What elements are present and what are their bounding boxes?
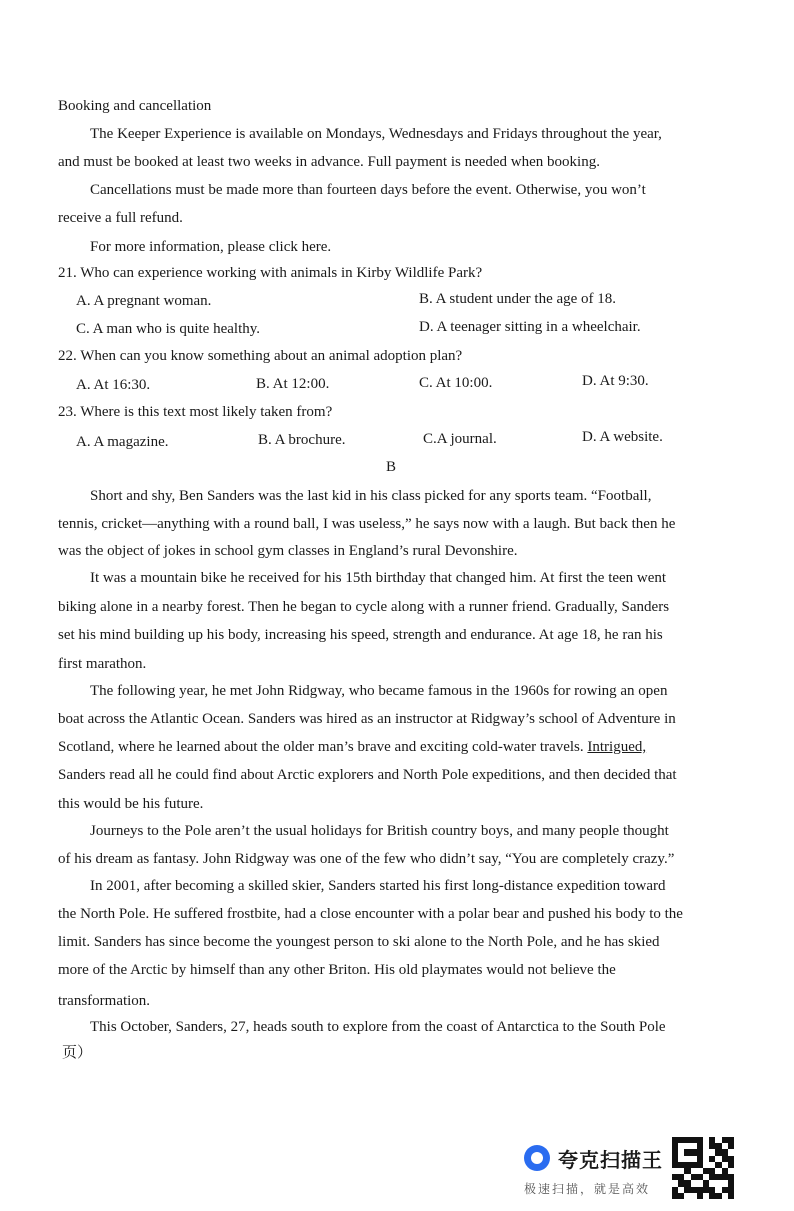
text-line-content: of his dream as fantasy. John Ridgway was one of the few who didn’t say, “You are completely crazy.” (58, 851, 675, 867)
text-line (58, 849, 674, 869)
text-line (90, 1017, 666, 1037)
text-line (90, 124, 662, 144)
brand-slogan: 极速扫描，就是高效 (524, 1182, 651, 1196)
text-line-content: Cancellations must be made more than fourteen days before the event. Otherwise, you won’t (90, 182, 646, 198)
text-line-content: Scotland, where he learned about the older man’s brave and exciting cold-water travels. (58, 739, 584, 755)
text-line (58, 597, 669, 617)
scanner-watermark (524, 1143, 663, 1173)
text-line (58, 904, 683, 924)
text-line (258, 430, 346, 450)
text-line-content: D. At 9:30. (582, 373, 649, 389)
text-line (90, 486, 651, 506)
text-line-content: This October, Sanders, 27, heads south to explore from the coast of Antarctica to the South Pole (90, 1019, 666, 1035)
text-line-content: For more information, please click here. (90, 239, 332, 255)
text-line (58, 991, 150, 1011)
text-line-content: transformation. (58, 993, 151, 1009)
quark-logo-icon (524, 1145, 550, 1171)
text-line (419, 373, 492, 393)
text-line (58, 402, 332, 422)
text-line-content: 21. Who can experience working with animals in Kirby Wildlife Park? (58, 265, 483, 281)
text-line-content: receive a full refund. (58, 210, 183, 226)
text-line-content: C.A journal. (423, 431, 497, 447)
text-line-content: boat across the Atlantic Ocean. Sanders was hired as an instructor at Ridgway’s school of Adventure in (58, 711, 676, 727)
text-line (58, 654, 146, 674)
text-line-content: B (386, 459, 397, 475)
text-line (58, 709, 676, 729)
text-line-content: B. A student under the age of 18. (419, 291, 617, 307)
text-line-content: A. A pregnant woman. (76, 293, 212, 309)
text-line (419, 289, 616, 309)
text-line-content: D. A teenager sitting in a wheelchair. (419, 319, 641, 335)
brand-name: 夸克扫描王 (558, 1147, 663, 1172)
text-line (90, 180, 646, 200)
text-line (76, 291, 211, 311)
text-line (90, 568, 666, 588)
text-line-content: The following year, he met John Ridgway, who became famous in the 1960s for rowing an open (90, 683, 668, 699)
text-line (76, 432, 168, 452)
text-line (90, 821, 669, 841)
text-line (423, 429, 497, 449)
text-line (76, 319, 260, 339)
text-line-content: limit. Sanders has since become the youngest person to ski alone to the North Pole, and he has skied (58, 934, 660, 950)
text-line-content: 22. When can you know something about an animal adoption plan? (58, 348, 463, 364)
text-line (90, 681, 667, 701)
qr-code-icon (672, 1137, 734, 1199)
underlined-word: Intrigued, (587, 739, 647, 755)
text-line (76, 375, 150, 395)
text-line-content: D. A website. (582, 429, 663, 445)
text-line (58, 96, 211, 116)
text-line-content: B. A brochure. (258, 432, 346, 448)
text-line (58, 152, 600, 172)
text-line-content: Sanders read all he could find about Arctic explorers and North Pole expeditions, and then decided that (58, 767, 677, 783)
text-line (58, 263, 482, 283)
text-line (58, 765, 677, 785)
text-line (419, 317, 641, 337)
text-line-content: A. At 16:30. (76, 377, 151, 393)
text-line-content: tennis, cricket—anything with a round ball, I was useless,” he says now with a laugh. But back then he (58, 516, 676, 532)
text-line-content: was the object of jokes in school gym classes in England’s rural Devonshire. (58, 543, 518, 559)
text-line (58, 794, 203, 814)
text-line-content: C. At 10:00. (419, 375, 493, 391)
text-line (582, 427, 663, 447)
text-line-content: more of the Arctic by himself than any other Briton. His old playmates would not believe the (58, 962, 616, 978)
text-line (58, 932, 660, 952)
qr-module (728, 1193, 734, 1199)
text-line-content: C. A man who is quite healthy. (76, 321, 261, 337)
text-line (58, 960, 616, 980)
text-line-content: and must be booked at least two weeks in advance. Full payment is needed when booking. (58, 154, 600, 170)
text-line (58, 625, 663, 645)
text-line (582, 371, 649, 391)
text-line (58, 208, 183, 228)
text-line (58, 514, 675, 534)
text-line (90, 237, 331, 257)
text-line-content: The Keeper Experience is available on Mondays, Wednesdays and Fridays throughout the year, (90, 126, 662, 142)
text-line-content: Short and shy, Ben Sanders was the last kid in his class picked for any sports team. “Football, (90, 488, 652, 504)
text-line-content: biking alone in a nearby forest. Then he began to cycle along with a runner friend. Gradually, Sanders (58, 599, 670, 615)
text-line-content: set his mind building up his body, increasing his speed, strength and endurance. At age 18, he ran his (58, 627, 663, 643)
text-line-content: A. A magazine. (76, 434, 169, 450)
text-line (58, 346, 462, 366)
text-line (58, 541, 518, 561)
text-line (386, 457, 396, 477)
text-line-content: B. At 12:00. (256, 376, 330, 392)
text-line-content: It was a mountain bike he received for his 15th birthday that changed him. At first the teen went (90, 570, 667, 586)
text-line (58, 737, 646, 757)
text-line-content: In 2001, after becoming a skilled skier, Sanders started his first long-distance expedition toward (90, 878, 666, 894)
text-line-content: 页） (62, 1045, 93, 1061)
text-line (62, 1043, 92, 1063)
text-line-content: this would be his future. (58, 796, 204, 812)
text-line-content: the North Pole. He suffered frostbite, had a close encounter with a polar bear and pushed his body to the (58, 906, 683, 922)
text-line (90, 876, 666, 896)
text-line (256, 374, 329, 394)
text-line-content: first marathon. (58, 656, 147, 672)
text-line-content: Journeys to the Pole aren’t the usual holidays for British country boys, and many people thought (90, 823, 669, 839)
text-line-content: 23. Where is this text most likely taken from? (58, 404, 333, 420)
text-line-content: Booking and cancellation (58, 98, 212, 114)
